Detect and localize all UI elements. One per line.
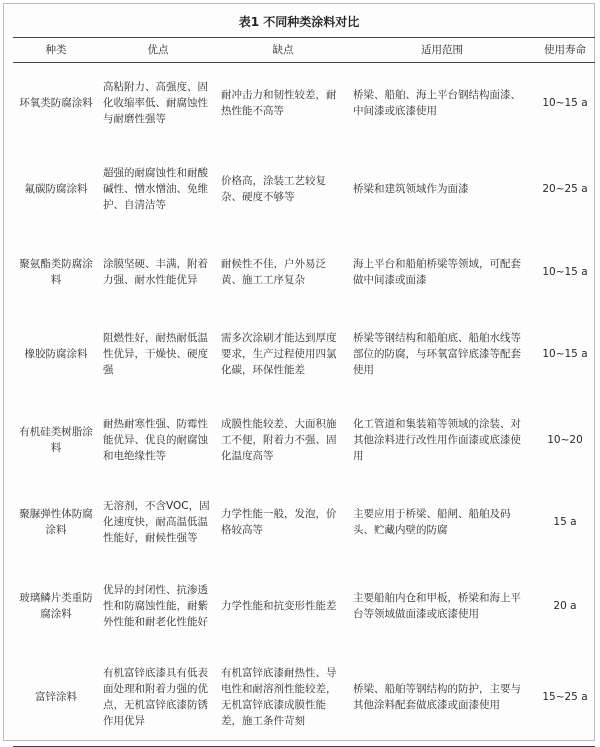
cell-advantages: 阻燃性好，耐热耐低温性优异，干燥快、硬度强	[103, 332, 208, 376]
table-row	[13, 144, 595, 234]
cell-lifespan: 15~25 a	[542, 691, 588, 704]
cell-scope: 桥梁和建筑领域作为面漆	[353, 182, 469, 195]
cell-advantages: 耐热耐寒性强、防霉性能优异、优良的耐腐蚀和电绝缘性等	[103, 417, 208, 462]
cell-scope: 主要应用于桥梁、船闸、船舶及码头、贮藏内壁的防腐	[353, 508, 511, 536]
header-advantages: 优点	[147, 44, 169, 56]
header-type: 种类	[45, 44, 67, 56]
cell-advantages: 无溶剂，不含VOC，固化速度快，耐高温低温性能好，耐候性强等	[103, 500, 210, 544]
cell-disadvantages: 需多次涂刷才能达到厚度要求，生产过程使用四氯化碳，环保性能差	[221, 332, 337, 376]
cell-lifespan: 10~20	[547, 433, 583, 446]
cell-lifespan: 10~15 a	[542, 266, 588, 278]
cell-scope: 海上平台和船舶桥梁等领域，可配套做中间漆或面漆	[353, 258, 521, 286]
coating-comparison-table	[13, 37, 595, 747]
cell-type: 聚脲弹性体防腐涂料	[19, 508, 93, 536]
cell-lifespan: 15 a	[553, 516, 577, 528]
cell-advantages: 优异的封闭性、抗渗透性和防腐蚀性能，耐紫外性能和耐老化性能好	[103, 583, 208, 628]
document-frame	[3, 3, 595, 741]
table-title: 表1 不同种类涂料对比	[238, 15, 360, 29]
table-row	[13, 398, 595, 482]
cell-type: 环氧类防腐涂料	[19, 97, 93, 110]
cell-type: 富锌涂料	[35, 691, 77, 704]
table-row	[13, 63, 595, 144]
cell-type: 聚氨酯类防腐涂料	[19, 258, 93, 286]
header-lifespan: 使用寿命	[544, 44, 586, 56]
cell-advantages: 高粘附力、高强度、固化收缩率低、耐腐蚀性与耐磨性强等	[103, 81, 208, 126]
cell-disadvantages: 成膜性能较差、大面积施工不便，附着力不强、固化温度高等	[221, 417, 337, 462]
table-row	[13, 311, 595, 398]
header-disadvantages: 缺点	[272, 44, 294, 56]
cell-type: 玻璃鳞片类重防腐涂料	[19, 591, 93, 620]
cell-scope: 桥梁等钢结构和船舶底、船舶水线等部位的防腐，与环氧富锌底漆等配套使用	[353, 332, 521, 376]
header-scope: 适用范围	[421, 44, 463, 56]
cell-disadvantages: 力学性能和抗变形性能差	[221, 599, 337, 612]
cell-disadvantages: 耐候性不佳，户外易泛黄、施工工序复杂	[221, 258, 326, 286]
cell-type: 橡胶防腐涂料	[24, 348, 88, 360]
table-row	[13, 234, 595, 311]
cell-advantages: 有机富锌底漆具有低表面处理和附着力强的优点，无机富锌底漆防锈作用优异	[103, 667, 208, 728]
cell-lifespan: 20~25 a	[542, 182, 588, 195]
cell-scope: 主要船舶内仓和甲板，桥梁和海上平台等领域做面漆或底漆使用	[353, 591, 521, 620]
cell-lifespan: 10~15 a	[542, 348, 588, 360]
table-header-row	[13, 38, 595, 63]
cell-disadvantages: 价格高，涂装工艺较复杂、硬度不够等	[221, 174, 326, 203]
cell-advantages: 超强的耐腐蚀性和耐酸碱性、憎水憎油、免维护、自清洁等	[103, 166, 208, 211]
table-row	[13, 563, 595, 649]
cell-scope: 化工管道和集装箱等领域的涂装、对其他涂料进行改性用作面漆或底漆使用	[353, 417, 521, 462]
cell-scope: 桥梁、船舶等钢结构的防护，主要与其他涂料配套做底漆或面漆使用	[353, 683, 521, 712]
cell-disadvantages: 力学性能一般，发泡，价格较高等	[221, 508, 337, 536]
cell-type: 氟碳防腐涂料	[24, 182, 88, 195]
cell-disadvantages: 有机富锌底漆耐热性、导电性和耐溶剂性能较差，无机富锌底漆成膜性能差，施工条件苛刻	[221, 667, 337, 728]
cell-disadvantages: 耐冲击力和韧性较差，耐热性能不高等	[221, 89, 337, 118]
table-row	[13, 482, 595, 563]
cell-advantages: 涂膜坚硬、丰满，附着力强、耐水性能优异	[103, 258, 208, 286]
cell-lifespan: 10~15 a	[542, 97, 588, 110]
cell-type: 有机硅类树脂涂料	[19, 425, 93, 454]
cell-lifespan: 20 a	[553, 599, 577, 612]
table-row	[13, 649, 595, 747]
cell-scope: 桥梁、船舶、海上平台钢结构面漆、中间漆或底漆使用	[353, 89, 521, 118]
